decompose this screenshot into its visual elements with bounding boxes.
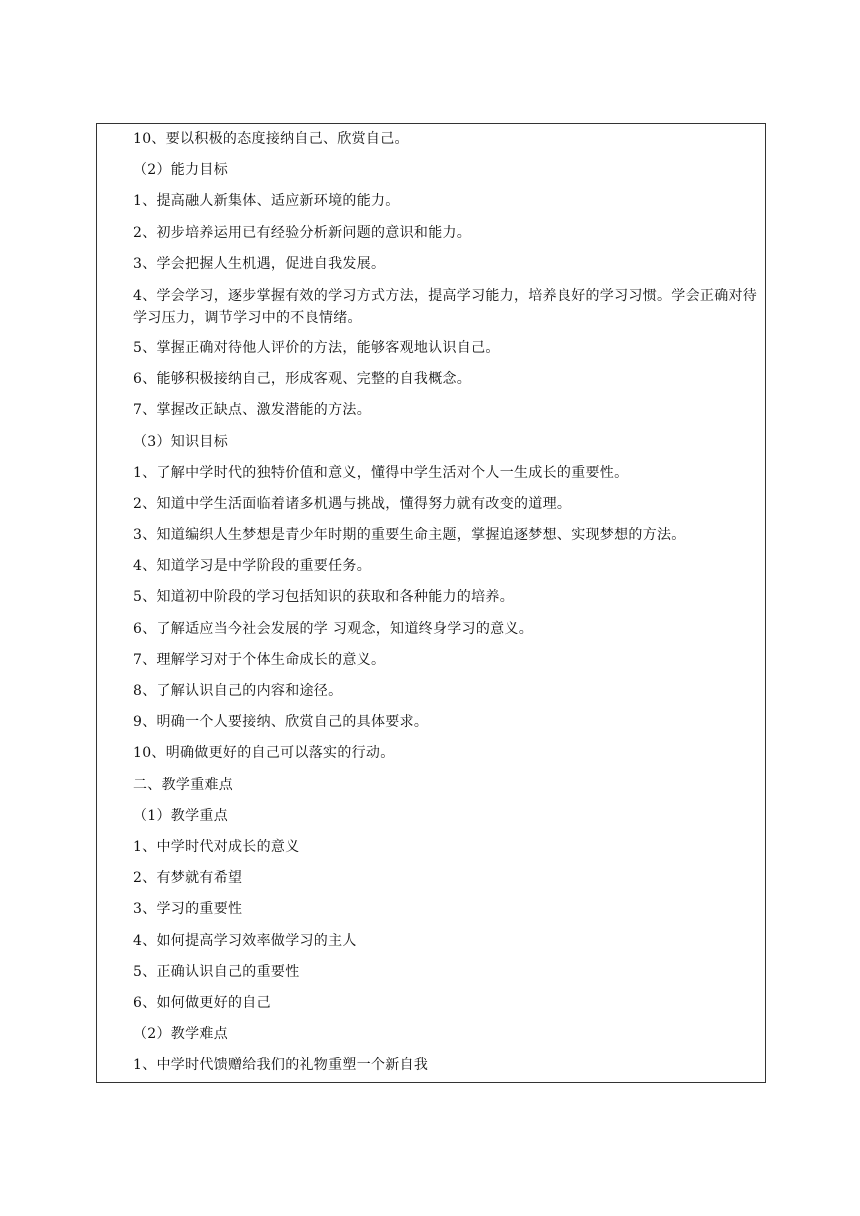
knowledge-goal-item-6: 6、了解适应当今社会发展的学 习观念，知道终身学习的意义。: [133, 620, 534, 637]
key-point-item-6: 6、如何做更好的自己: [133, 994, 271, 1011]
ability-goal-item-10: 10、要以积极的态度接纳自己、欣赏自己。: [133, 131, 409, 147]
section-heading-knowledge-goals: （3）知识目标: [133, 433, 229, 450]
difficulty-item-1: 1、中学时代馈赠给我们的礼物重塑一个新自我: [133, 1057, 429, 1074]
key-point-item-2: 2、有梦就有希望: [133, 870, 243, 887]
key-point-item-1: 1、中学时代对成长的意义: [133, 838, 300, 855]
document-table-cell: [96, 123, 766, 1083]
knowledge-goal-item-4: 4、知道学习是中学阶段的重要任务。: [133, 558, 372, 575]
ability-goal-item-7: 7、掌握改正缺点、激发潜能的方法。: [133, 402, 372, 419]
section-heading-ability-goals: （2）能力目标: [133, 162, 229, 179]
document-content: [133, 124, 763, 1081]
knowledge-goal-item-5: 5、知道初中阶段的学习包括知识的获取和各种能力的培养。: [133, 589, 515, 606]
ability-goal-item-5: 5、掌握正确对待他人评价的方法，能够客观地认识自己。: [133, 339, 500, 356]
ability-goal-item-2: 2、初步培养运用已有经验分析新问题的意识和能力。: [133, 224, 472, 241]
key-point-item-4: 4、如何提高学习效率做学习的主人: [133, 932, 357, 949]
ability-goal-item-6: 6、能够积极接纳自己，形成客观、完整的自我概念。: [133, 371, 472, 388]
ability-goal-item-3: 3、学会把握人生机遇，促进自我发展。: [133, 255, 386, 272]
ability-goal-item-1: 1、提高融人新集体、适应新环境的能力。: [133, 193, 400, 210]
knowledge-goal-item-7: 7、理解学习对于个体生命成长的意义。: [133, 651, 386, 668]
knowledge-goal-item-1: 1、了解中学时代的独特价值和意义，懂得中学生活对个人一生成长的重要性。: [133, 464, 629, 481]
knowledge-goal-item-9: 9、明确一个人要接纳、欣赏自己的具体要求。: [133, 714, 429, 731]
section-heading-key-difficult-points: 二、教学重难点: [133, 776, 234, 793]
knowledge-goal-item-3: 3、知道编织人生梦想是青少年时期的重要生命主题，掌握追逐梦想、实现梦想的方法。: [133, 527, 686, 544]
key-point-item-3: 3、学习的重要性: [133, 901, 243, 918]
section-heading-teaching-key-points: （1）教学重点: [133, 807, 229, 824]
key-point-item-5: 5、正确认识自己的重要性: [133, 963, 300, 980]
knowledge-goal-item-10: 10、明确做更好的自己可以落实的行动。: [133, 745, 395, 762]
knowledge-goal-item-8: 8、了解认识自己的内容和途径。: [133, 683, 343, 699]
section-heading-teaching-difficulties: （2）教学难点: [133, 1026, 229, 1043]
knowledge-goal-item-2: 2、知道中学生活面临着诸多机遇与挑战，懂得努力就有改变的道理。: [133, 495, 572, 512]
ability-goal-item-4: 4、学会学习，逐步掌握有效的学习方式方法，提高学习能力，培养良好的学习习惯。学会正确对待学习压力，调节学习中的不良情绪。: [133, 287, 758, 326]
